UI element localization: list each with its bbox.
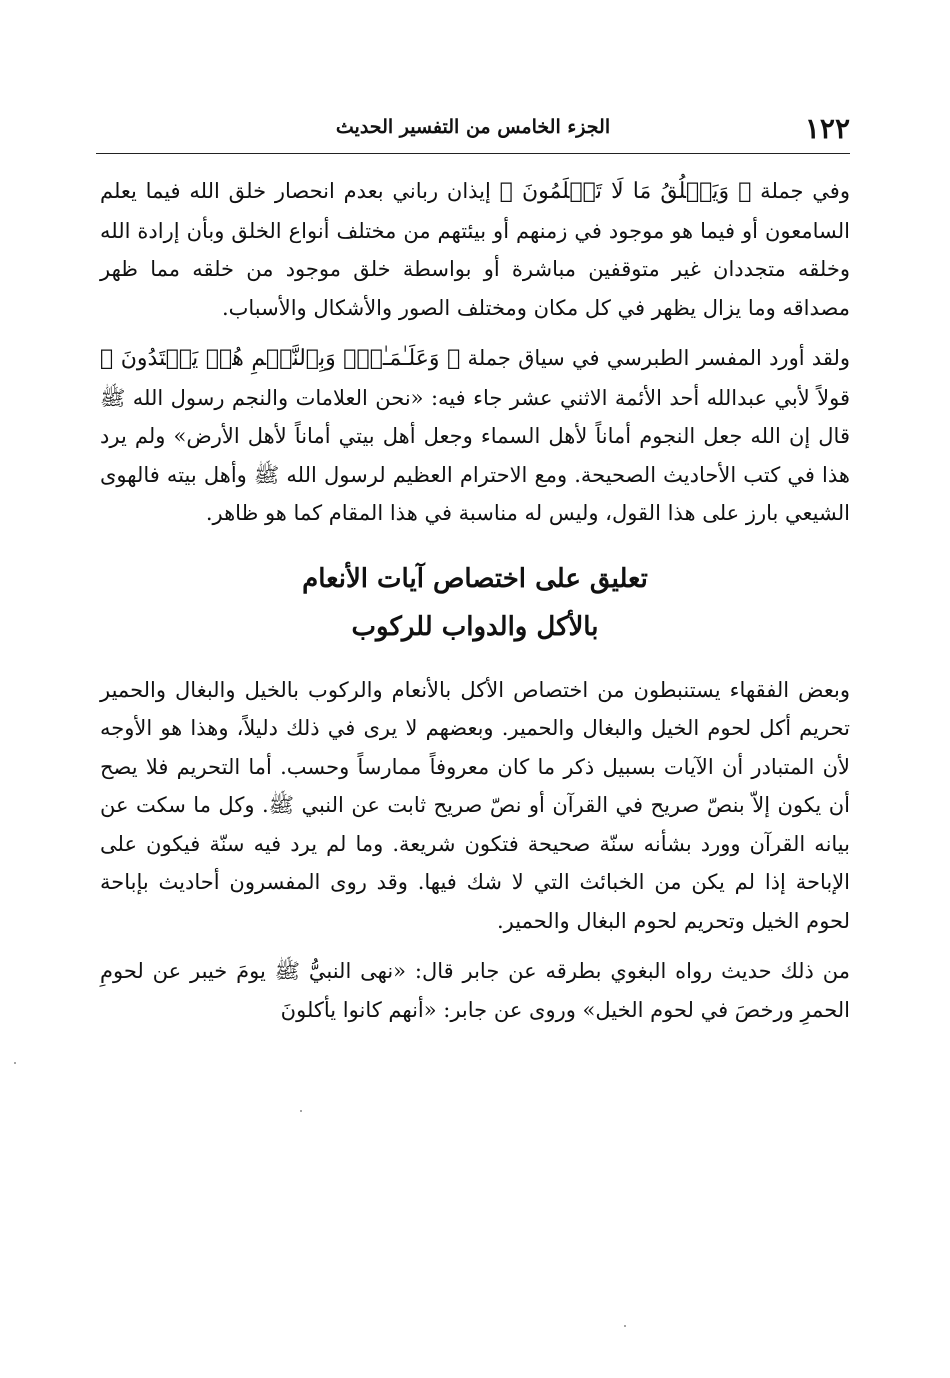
scan-speck	[624, 1325, 626, 1327]
header-rule	[96, 153, 850, 154]
paragraph-4: من ذلك حديث رواه البغوي بطرقه عن جابر قال: «نهى النبيُّ ﷺ يومَ خيبر عن لحومِ الحمرِ ورخصَ في لحوم الخيل» وروى عن جابر: «أنهم كانوا يأكلونَ	[100, 959, 850, 1022]
quran-verse-2: ﴿ وَعَلَـٰمَـٰتٍۚ وَبِٱلنَّجۡمِ هُمۡ يَهۡتَدُونَ ﴾	[100, 346, 461, 371]
section-heading-line-2: بالأكل والدواب للركوب	[351, 611, 599, 642]
page-number: ١٢٢	[804, 112, 850, 145]
page-body	[100, 172, 850, 1029]
paragraph-2-text-before: ولقد أورد المفسر الطبرسي في سياق جملة	[460, 346, 850, 370]
scan-speck	[14, 1062, 16, 1064]
paragraph-1-text-before: وفي جملة	[751, 179, 850, 203]
section-heading-line-1: تعليق على اختصاص آيات الأنعام	[302, 563, 648, 594]
paragraph-2-text-after: قولاً لأبي عبدالله أحد الأئمة الاثني عشر جاء فيه: «نحن العلامات والنجم رسول الله ﷺ قال إن الله جعل النجوم أماناً لأهل السماء وجعل أهل بيتي أماناً لأهل الأرض» ولم يرد هذا في كتب الأحاديث الصحيحة. ومع الاحترام العظيم لرسول الله ﷺ وأهل بيته فالهوى الشيعي بارز على هذا القول، وليس له مناسبة في هذا المقام كما هو ظاهر.	[100, 385, 850, 525]
paragraph-1-text-after: إيذان رباني بعدم انحصار خلق الله فيما يعلم السامعون أو فيما هو موجود في زمنهم أو بيئتهم من مختلف أنواع الخلق وبأن إرادة الله وخلقه متجددان غير متوقفين مباشرة أو بواسطة خلق موجود من خلقه مما ظهر مصداقه وما يزال يظهر في كل مكان ومختلف الصور والأشكال والأسباب.	[100, 179, 850, 320]
running-title: الجزء الخامس من التفسير الحديث	[335, 116, 611, 138]
page-header	[96, 108, 850, 152]
paragraph-2	[100, 339, 850, 533]
scan-speck	[300, 1110, 302, 1112]
section-heading	[100, 555, 850, 651]
paragraph-3: وبعض الفقهاء يستنبطون من اختصاص الأكل بالأنعام والركوب بالخيل والبغال والحمير تحريم أكل لحوم الخيل والبغال والحمير. وبعضهم لا يرى في ذلك دليلاً، وهذا هو الأوجه لأن المتبادر أن الآيات بسبيل ذكر ما كان معروفاً ممارساً وحسب. أما التحريم فلا يصح أن يكون إلاّ بنصّ صريح في القرآن أو نصّ صريح ثابت عن النبي ﷺ. وكل ما سكت عن بيانه القرآن وورد بشأنه سنّة صحيحة فتكون شريعة. وما لم يرد فيه سنّة فيكون على الإباحة إذا لم يكن من الخبائث التي لا شك فيها. وقد روى المفسرون أحاديث بإباحة لحوم الخيل وتحريم لحوم البغال والحمير.	[100, 677, 850, 933]
paragraph-1	[100, 172, 850, 327]
quran-verse-1: ﴿ وَيَخۡلُقُ مَا لَا تَعۡلَمُونَ ﴾	[499, 179, 752, 204]
